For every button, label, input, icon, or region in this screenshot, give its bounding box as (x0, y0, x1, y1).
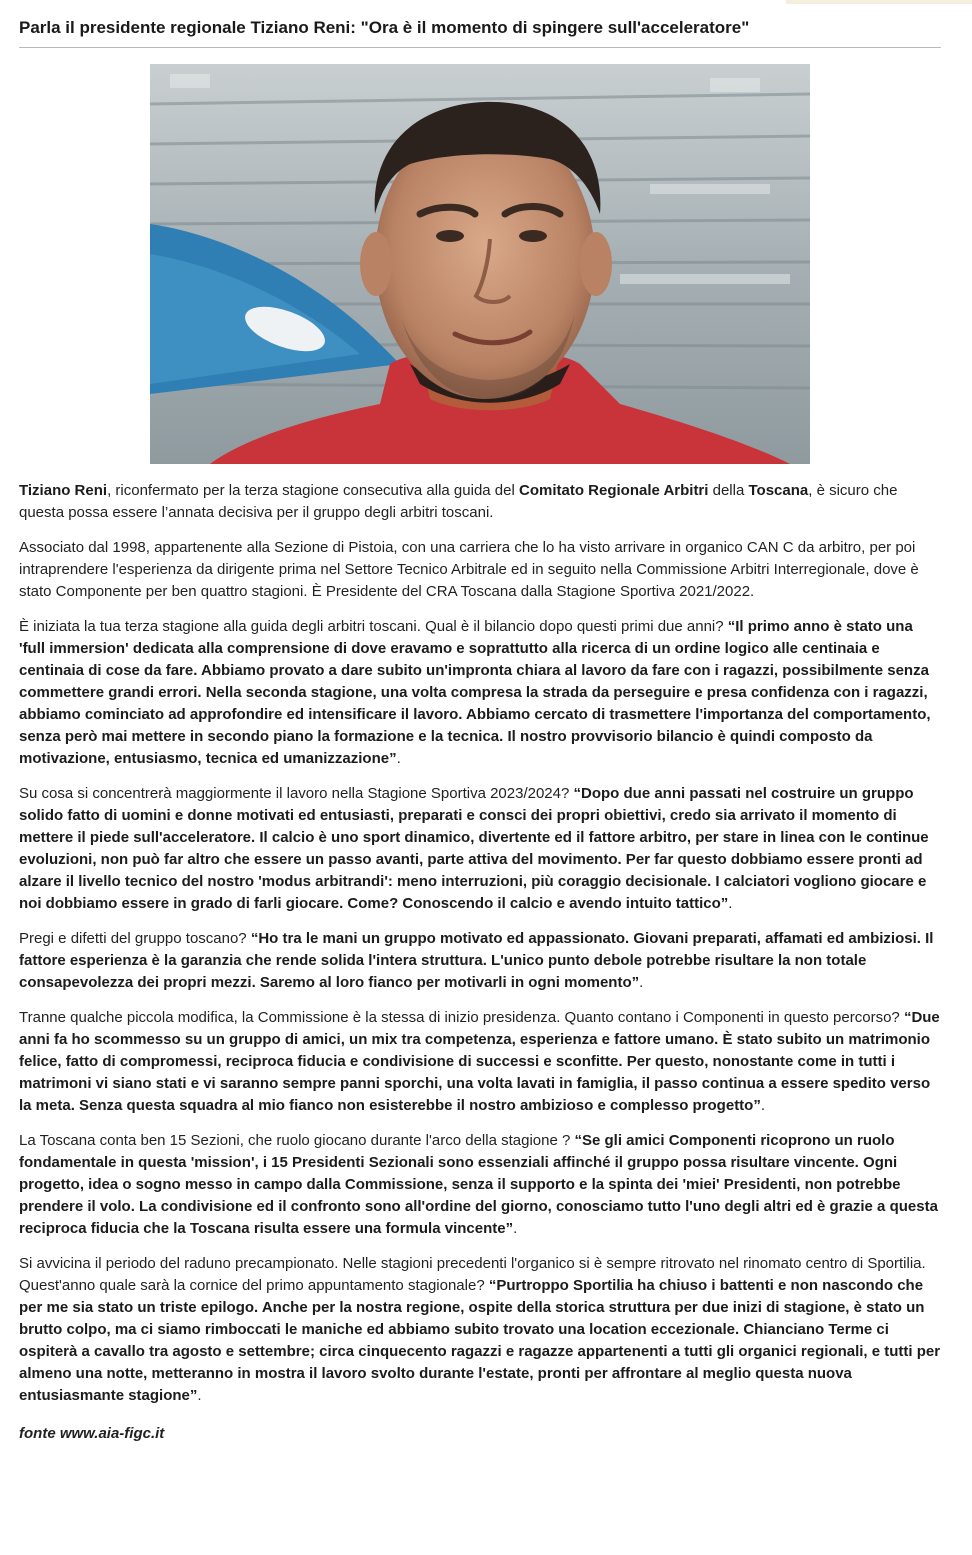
answer-text: “Il primo anno è stato una 'full immersion' dedicata alla comprensione di dove eravamo e soprattutto alla ricerca di un ordine logico alle centinaia e centinaia di cose da fare. Abbiamo provato a dare subito un'impronta chiara al lavoro da fare con i ragazzi, possibilmente senza commettere grandi errori. Nella seconda stagione, una volta compresa la strada da perseguire e presa confidenza con i ragazzi, abbiamo cominciato ad approfondire ed intensificare il lavoro. Abbiamo cercato di trasmettere l'importanza del comportamento, senza però mai mettere in secondo piano la formazione e la tecnica. Il nostro provvisorio bilancio è quindi composto da motivazione, entusiasmo, tecnica ed umanizzazione” (19, 618, 931, 767)
article-photo (150, 64, 810, 464)
qa-paragraph-6 (19, 1253, 941, 1407)
question-text: Su cosa si concentrerà maggiormente il lavoro nella Stagione Sportiva 2023/2024? (19, 785, 574, 802)
question-text: Pregi e difetti del gruppo toscano? (19, 930, 251, 947)
question-text: È iniziata la tua terza stagione alla guida degli arbitri toscani. Qual è il bilancio dopo questi primi due anni? (19, 618, 728, 635)
question-text: La Toscana conta ben 15 Sezioni, che ruolo giocano durante l'arco della stagione ? (19, 1132, 575, 1149)
article-title: Parla il presidente regionale Tiziano Reni: "Ora è il momento di spingere sull'acceleratore" (19, 17, 941, 48)
intro-text-1: , riconfermato per la terza stagione consecutiva alla guida del (107, 482, 519, 499)
region-name: Toscana (748, 482, 809, 499)
intro-text-3: , è sicuro che questa possa essere l’annata decisiva per il gruppo degli arbitri toscani. (19, 482, 898, 521)
intro-text-2: della (708, 482, 749, 499)
answer-text: “Purtroppo Sportilia ha chiuso i battenti e non nascondo che per me sia stato un triste epilogo. Anche per la nostra regione, ospite della storica struttura per due inizi di stagione, è stato un brutto colpo, ma ci siamo rimboccati le maniche ed abbiamo subito trovato una location eccezionale. Chianciano Terme ci ospiterà a cavallo tra agosto e settembre; circa cinquecento ragazzi e ragazze appartenenti a tutti gli organici regionali, e tutti per almeno una notte, metteranno in mostra il lavoro svolto durante l'estate, pronti per affrontare al meglio questa nuova entusiasmante stagione” (19, 1277, 941, 1404)
qa-paragraph-4 (19, 1007, 941, 1117)
answer-end: . (728, 895, 733, 912)
qa-paragraph-1 (19, 616, 941, 770)
bio-paragraph: Associato dal 1998, appartenente alla Sezione di Pistoia, con una carriera che lo ha visto arrivare in organico CAN C da arbitro, per poi intraprendere l'esperienza da dirigente prima nel Settore Tecnico Arbitrale ed in seguito nella Commissione Arbitri Interregionale, dove è stato Componente per ben quattro stagioni. È Presidente del CRA Toscana dalla Stagione Sportiva 2021/2022. (19, 539, 919, 600)
answer-end: . (197, 1387, 202, 1404)
answer-end: . (513, 1220, 518, 1237)
qa-paragraph-5 (19, 1130, 941, 1240)
answer-end: . (396, 750, 401, 767)
person-name: Tiziano Reni (19, 482, 108, 499)
intro-paragraph (19, 480, 941, 524)
article (19, 0, 941, 1460)
source-credit: fonte www.aia-figc.it (19, 1425, 165, 1442)
question-text: Tranne qualche piccola modifica, la Commissione è la stessa di inizio presidenza. Quanto contano i Componenti in questo percorso? (19, 1009, 904, 1026)
qa-paragraph-2 (19, 783, 941, 915)
answer-text: “Ho tra le mani un gruppo motivato ed appassionato. Giovani preparati, affamati ed ambiziosi. Il fattore esperienza è la garanzia che rende solida l'intera struttura. L'unico punto debole potrebbe risultare la non totale consapevolezza dei propri mezzi. Saremo al loro fianco per motivarli in ogni momento” (19, 930, 934, 991)
answer-end: . (760, 1097, 766, 1114)
qa-paragraph-3 (19, 928, 941, 994)
answer-text: “Se gli amici Componenti ricoprono un ruolo fondamentale in questa 'mission', i 15 Presidenti Sezionali sono essenziali affinché il gruppo possa risultare vincente. Ogni progetto, idea o sogno messo in campo dalla Commissione, senza il supporto e la spinta dei 'miei' Presidenti, non potrebbe prendere il volo. La condivisione ed il confronto sono all'ordine del giorno, conosciamo tutto l'uno degli altri ed è grazie a questa reciproca fiducia che la Toscana risulta essere una formula vincente” (19, 1132, 938, 1237)
portrait-illustration (150, 64, 810, 464)
answer-text: “Dopo due anni passati nel costruire un gruppo solido fatto di uomini e donne motivati ed entusiasti, preparati e consci dei propri obiettivi, credo sia arrivato il momento di mettere il piede sull'acceleratore. Il calcio è uno sport dinamico, divertente ed il fattore arbitro, per stare in linea con le continue evoluzioni, non può far altro che essere un passo avanti, parte attiva del movimento. Per far questo dobbiamo essere pronti ad alzare il livello tecnico del nostro 'modus arbitrandi': meno interruzioni, più coraggio decisionale. I calciatori vogliono giocare e noi dobbiamo essere in grado di farli giocare. Come? Conoscendo il calcio e avendo intuito tattico” (19, 785, 929, 912)
answer-text: “Due anni fa ho scommesso su un gruppo di amici, un mix tra competenza, esperienza e fattore umano. È stato subito un matrimonio felice, fatto di compromessi, reciproca fiducia e condivisione di successi e sconfitte. Per questo, nonostante come in tutti i matrimoni vi siano stati e vi saranno sempre panni sporchi, una volta lavati in famiglia, il passo continua a essere spedito verso la meta. Senza questa squadra al mio fianco non esisterebbe il nostro ambizioso e complesso progetto” (19, 1009, 940, 1114)
committee-name: Comitato Regionale Arbitri (518, 482, 709, 499)
question-text: Si avvicina il periodo del raduno precampionato. Nelle stagioni precedenti l'organico si è sempre ritrovato nel rinomato centro di Sportilia. Quest'anno quale sarà la cornice del primo appuntamento stagionale? (19, 1255, 926, 1294)
answer-end: . (639, 974, 644, 991)
